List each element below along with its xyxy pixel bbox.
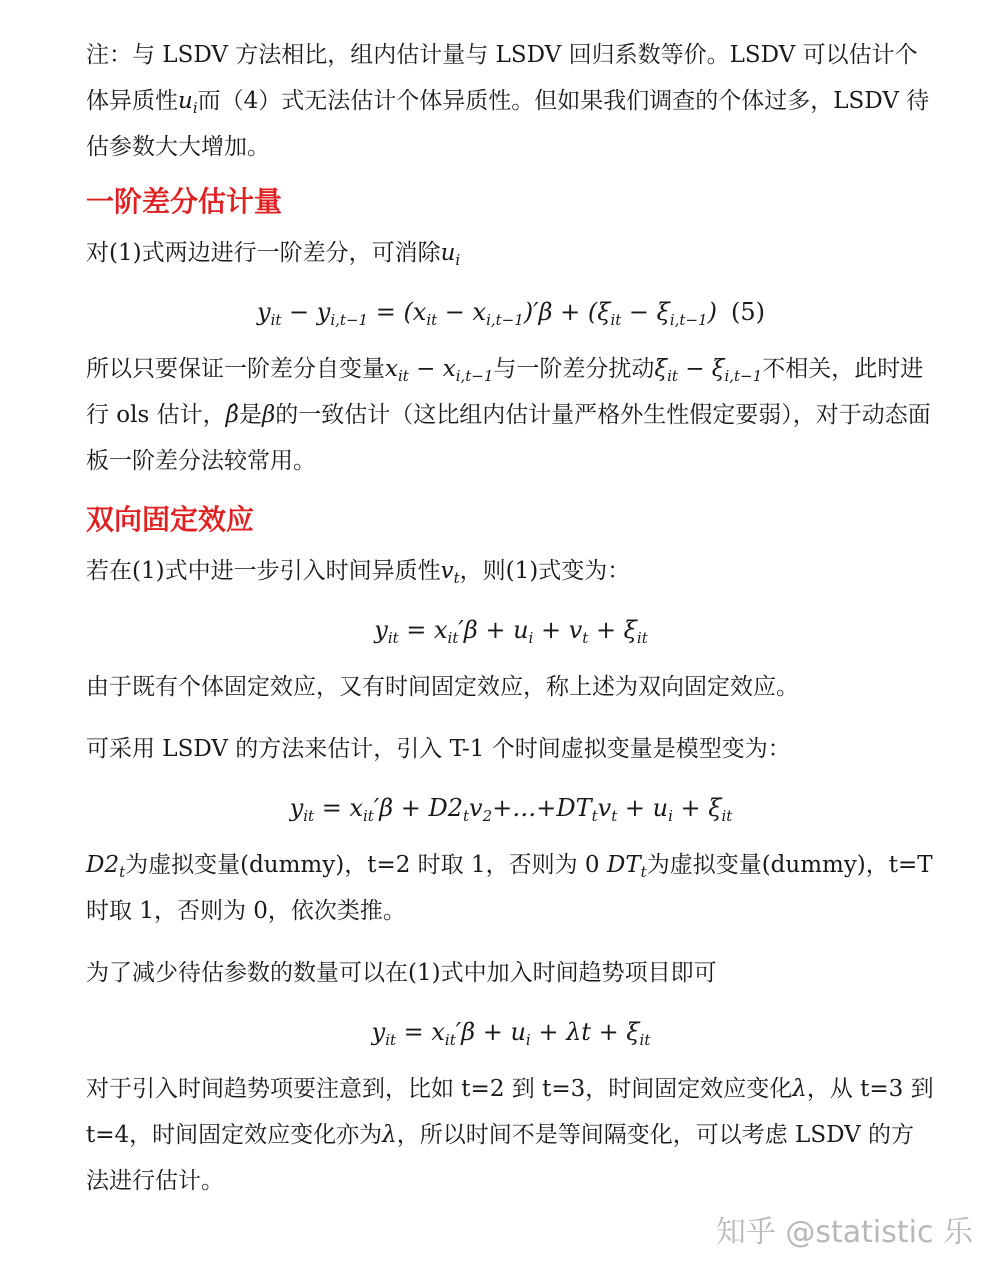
two-way-definition: 由于既有个体固定效应，又有时间固定效应，称上述为双向固定效应。 xyxy=(86,674,799,700)
section-title-first-difference: 一阶差分估计量 xyxy=(86,185,283,218)
equation-dummy: $y_{it} = x_{it}'\beta$ + $D2_tv_2+\dots+DT_tv_t + u_i + \xi_{it}$ xyxy=(289,794,733,825)
note-paragraph: 注：与 LSDV 方法相比，组内估计量与 LSDV 回归系数等价。LSDV 可以估计个体异质性$u_i$而（4）式无法估计个体异质性。但如果我们调查的个体过多，LSDV 待估参数大大增加。 xyxy=(86,42,930,160)
section-title-two-way-fixed-effects: 双向固定效应 xyxy=(86,503,255,536)
zhihu-watermark: 知乎 @statistic 乐 xyxy=(715,1215,973,1250)
equation-5: $y_{it} - y_{i,t-1} = (x_{it} - x_{i,t-1})'\beta + (\xi_{it} - \xi_{i,t-1})$ (5) xyxy=(257,298,765,329)
trend-explanation: 对于引入时间趋势项要注意到，比如 t=2 到 t=3，时间固定效应变化λ，从 t=3 到 t=4，时间固定效应变化亦为λ，所以时间不是等间隔变化，可以考虑 LSDV 的方法进行估计。 xyxy=(86,1076,934,1194)
equation-two-way: $y_{it} = x_{it}'\beta + u_i + v_t + \xi_{it}$ xyxy=(374,616,648,647)
two-way-intro: 若在(1)式中进一步引入时间异质性$v_t$，则(1)式变为： xyxy=(86,558,631,587)
document-body xyxy=(86,32,936,1204)
first-difference-intro: 对(1)式两边进行一阶差分，可消除$u_i$ xyxy=(86,240,461,269)
equation-trend: $y_{it} = x_{it}'\beta + u_i + \lambda t + \xi_{it}$ xyxy=(371,1018,651,1049)
dummy-explanation: $D2_t$为虚拟变量(dummy)，t=2 时取 1，否则为 0 $DT_t$为虚拟变量(dummy)，t=T 时取 1，否则为 0，依次类推。 xyxy=(86,852,933,924)
trend-paragraph: 为了减少待估参数的数量可以在(1)式中加入时间趋势项目即可 xyxy=(86,960,717,986)
lsdv-paragraph: 可采用 LSDV 的方法来估计，引入 T-1 个时间虚拟变量是模型变为： xyxy=(86,736,791,762)
equation-number: (5) xyxy=(730,298,765,326)
first-difference-explanation: 所以只要保证一阶差分自变量$x_{it} - x_{i,t-1}$与一阶差分扰动$\xi_{it} - \xi_{i,t-1}$不相关，此时进行 ols 估计，β̂是β的一致估计（这比组内估计量严格外生性假定要弱），对于动态面板一阶差分法较常用。 xyxy=(86,356,931,474)
